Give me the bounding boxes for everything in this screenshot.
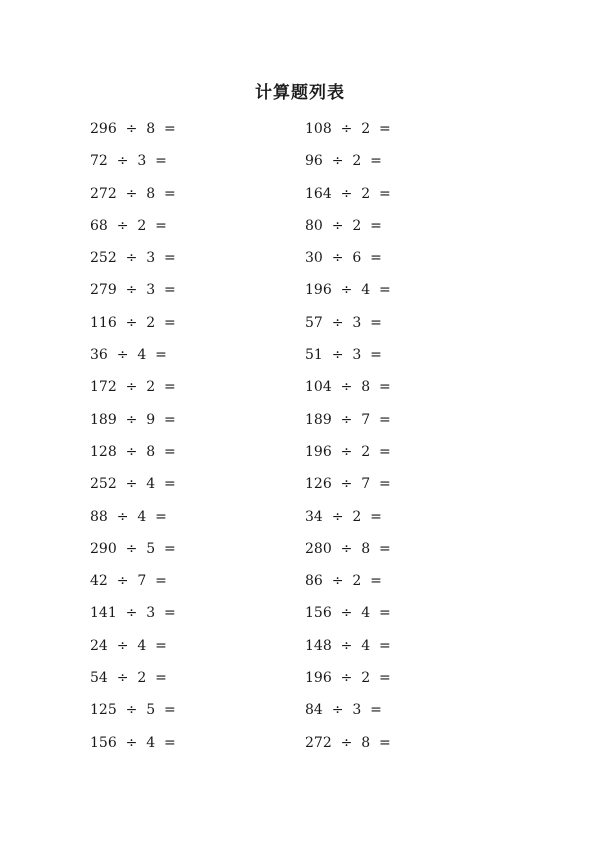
problem-item: 34 ÷ 2 = <box>305 508 382 525</box>
problem-item: 80 ÷ 2 = <box>305 217 382 234</box>
problem-item: 296 ÷ 8 = <box>90 121 176 137</box>
problem-item: 189 ÷ 9 = <box>90 411 176 428</box>
problem-item: 196 ÷ 2 = <box>305 443 391 460</box>
problem-item: 164 ÷ 2 = <box>305 185 391 202</box>
problem-item: 68 ÷ 2 = <box>90 217 167 234</box>
problem-item: 51 ÷ 3 = <box>305 347 382 364</box>
problem-item: 172 ÷ 2 = <box>90 379 176 396</box>
problem-item: 252 ÷ 4 = <box>90 476 176 493</box>
problem-item: 156 ÷ 4 = <box>90 734 176 751</box>
problem-item: 126 ÷ 7 = <box>305 476 391 493</box>
problem-item: 128 ÷ 8 = <box>90 443 176 460</box>
problem-item: 104 ÷ 8 = <box>305 379 391 396</box>
problem-item: 279 ÷ 3 = <box>90 282 176 299</box>
problem-item: 108 ÷ 2 = <box>305 121 391 137</box>
problem-item: 96 ÷ 2 = <box>305 153 382 170</box>
problem-item: 252 ÷ 3 = <box>90 250 176 267</box>
problem-item: 88 ÷ 4 = <box>90 508 167 525</box>
problem-column-left <box>90 118 176 764</box>
problem-item: 280 ÷ 8 = <box>305 540 391 557</box>
problem-column-right <box>305 118 391 764</box>
problem-item: 54 ÷ 2 = <box>90 670 167 687</box>
problem-item: 148 ÷ 4 = <box>305 637 391 654</box>
problem-item: 196 ÷ 2 = <box>305 670 391 687</box>
problem-item: 84 ÷ 3 = <box>305 702 382 719</box>
problem-item: 189 ÷ 7 = <box>305 411 391 428</box>
problem-item: 141 ÷ 3 = <box>90 605 176 622</box>
problem-item: 196 ÷ 4 = <box>305 282 391 299</box>
problem-item: 116 ÷ 2 = <box>90 314 176 331</box>
problem-item: 156 ÷ 4 = <box>305 605 391 622</box>
problem-item: 290 ÷ 5 = <box>90 540 176 557</box>
problem-item: 36 ÷ 4 = <box>90 347 167 364</box>
problem-item: 86 ÷ 2 = <box>305 573 382 590</box>
problem-item: 30 ÷ 6 = <box>305 250 382 267</box>
problem-item: 24 ÷ 4 = <box>90 637 167 654</box>
problem-item: 57 ÷ 3 = <box>305 314 382 331</box>
problem-item: 272 ÷ 8 = <box>90 185 176 202</box>
page-title: 计算题列表 <box>255 83 345 103</box>
problem-item: 42 ÷ 7 = <box>90 573 167 590</box>
problem-item: 272 ÷ 8 = <box>305 734 391 751</box>
problem-item: 72 ÷ 3 = <box>90 153 167 170</box>
problem-item: 125 ÷ 5 = <box>90 702 176 719</box>
